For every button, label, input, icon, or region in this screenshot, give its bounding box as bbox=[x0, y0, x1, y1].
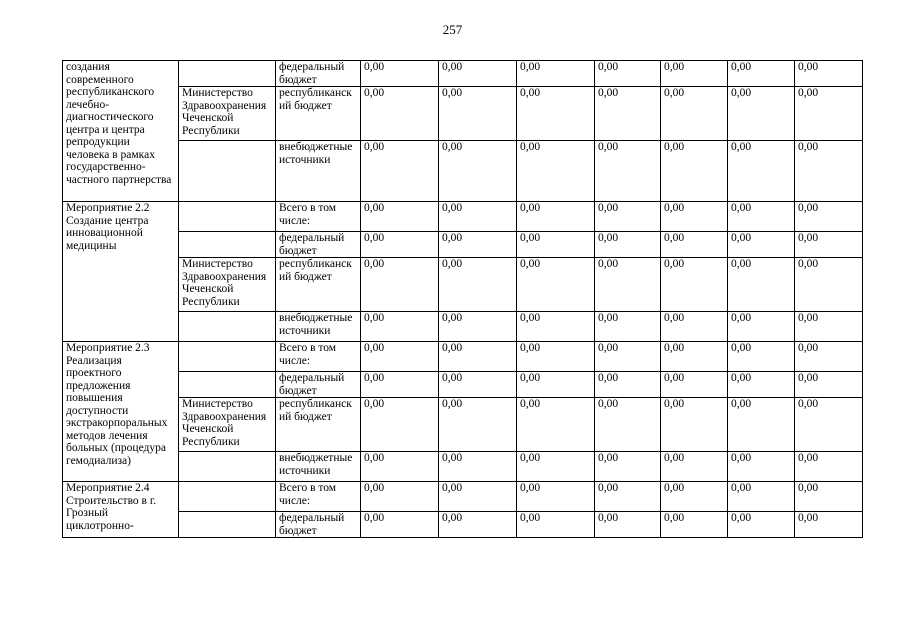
table-row bbox=[63, 202, 863, 232]
value-cell: 0,00 bbox=[728, 482, 795, 512]
value-cell: 0,00 bbox=[661, 342, 728, 372]
value-cell: 0,00 bbox=[795, 342, 863, 372]
value-cell: 0,00 bbox=[517, 372, 595, 398]
value-cell: 0,00 bbox=[795, 61, 863, 87]
value-cell: 0,00 bbox=[361, 512, 439, 538]
value-cell: 0,00 bbox=[517, 452, 595, 482]
value-cell: 0,00 bbox=[595, 452, 661, 482]
value-cell: 0,00 bbox=[439, 61, 517, 87]
organization-cell bbox=[179, 452, 276, 482]
value-cell: 0,00 bbox=[661, 398, 728, 452]
value-cell: 0,00 bbox=[361, 141, 439, 202]
value-cell: 0,00 bbox=[595, 482, 661, 512]
value-cell: 0,00 bbox=[728, 342, 795, 372]
value-cell: 0,00 bbox=[439, 398, 517, 452]
value-cell: 0,00 bbox=[795, 141, 863, 202]
value-cell: 0,00 bbox=[795, 312, 863, 342]
value-cell: 0,00 bbox=[661, 202, 728, 232]
value-cell: 0,00 bbox=[361, 342, 439, 372]
value-cell: 0,00 bbox=[595, 232, 661, 258]
value-cell: 0,00 bbox=[661, 141, 728, 202]
value-cell: 0,00 bbox=[439, 512, 517, 538]
value-cell: 0,00 bbox=[728, 312, 795, 342]
value-cell: 0,00 bbox=[517, 258, 595, 312]
value-cell: 0,00 bbox=[361, 232, 439, 258]
value-cell: 0,00 bbox=[728, 87, 795, 141]
organization-cell bbox=[179, 372, 276, 398]
organization-cell bbox=[179, 342, 276, 372]
value-cell: 0,00 bbox=[795, 372, 863, 398]
organization-cell bbox=[179, 61, 276, 87]
funding-source-cell: Всего в том числе: bbox=[276, 482, 361, 512]
value-cell: 0,00 bbox=[361, 258, 439, 312]
organization-cell bbox=[179, 232, 276, 258]
table-row bbox=[63, 482, 863, 512]
table-row bbox=[63, 61, 863, 87]
value-cell: 0,00 bbox=[795, 87, 863, 141]
value-cell: 0,00 bbox=[728, 258, 795, 312]
activity-title-cell: Мероприятие 2.2 Создание центра инновационной медицины bbox=[63, 202, 179, 342]
table-row bbox=[63, 312, 863, 342]
value-cell: 0,00 bbox=[517, 141, 595, 202]
value-cell: 0,00 bbox=[439, 342, 517, 372]
value-cell: 0,00 bbox=[795, 202, 863, 232]
value-cell: 0,00 bbox=[361, 398, 439, 452]
value-cell: 0,00 bbox=[728, 202, 795, 232]
value-cell: 0,00 bbox=[361, 372, 439, 398]
value-cell: 0,00 bbox=[661, 258, 728, 312]
value-cell: 0,00 bbox=[517, 512, 595, 538]
value-cell: 0,00 bbox=[361, 87, 439, 141]
funding-source-cell: федеральный бюджет bbox=[276, 232, 361, 258]
value-cell: 0,00 bbox=[661, 512, 728, 538]
value-cell: 0,00 bbox=[661, 87, 728, 141]
value-cell: 0,00 bbox=[361, 61, 439, 87]
value-cell: 0,00 bbox=[795, 232, 863, 258]
organization-cell bbox=[179, 482, 276, 512]
value-cell: 0,00 bbox=[517, 312, 595, 342]
value-cell: 0,00 bbox=[795, 452, 863, 482]
value-cell: 0,00 bbox=[361, 312, 439, 342]
funding-source-cell: республиканский бюджет bbox=[276, 398, 361, 452]
organization-cell: Министерство Здравоохранения Чеченской Республики bbox=[179, 398, 276, 452]
organization-cell: Министерство Здравоохранения Чеченской Республики bbox=[179, 87, 276, 141]
table-row bbox=[63, 398, 863, 452]
value-cell: 0,00 bbox=[517, 398, 595, 452]
value-cell: 0,00 bbox=[728, 141, 795, 202]
value-cell: 0,00 bbox=[661, 482, 728, 512]
value-cell: 0,00 bbox=[661, 61, 728, 87]
funding-source-cell: внебюджетные источники bbox=[276, 312, 361, 342]
value-cell: 0,00 bbox=[595, 398, 661, 452]
table-row bbox=[63, 452, 863, 482]
funding-source-cell: республиканский бюджет bbox=[276, 258, 361, 312]
value-cell: 0,00 bbox=[595, 312, 661, 342]
value-cell: 0,00 bbox=[517, 342, 595, 372]
activity-title-cell: создания современного республиканского лечебно-диагностического центра и центра репродукции человека в рамках государственно-частного партнерства bbox=[63, 61, 179, 202]
table-row bbox=[63, 258, 863, 312]
value-cell: 0,00 bbox=[595, 61, 661, 87]
table-row bbox=[63, 141, 863, 202]
organization-cell bbox=[179, 141, 276, 202]
value-cell: 0,00 bbox=[728, 61, 795, 87]
value-cell: 0,00 bbox=[595, 258, 661, 312]
value-cell: 0,00 bbox=[661, 312, 728, 342]
value-cell: 0,00 bbox=[595, 342, 661, 372]
organization-cell bbox=[179, 312, 276, 342]
value-cell: 0,00 bbox=[795, 512, 863, 538]
value-cell: 0,00 bbox=[439, 141, 517, 202]
value-cell: 0,00 bbox=[728, 232, 795, 258]
value-cell: 0,00 bbox=[517, 87, 595, 141]
page-number: 257 bbox=[442, 22, 463, 37]
table-row bbox=[63, 512, 863, 538]
value-cell: 0,00 bbox=[517, 61, 595, 87]
organization-cell bbox=[179, 202, 276, 232]
activity-title-cell: Мероприятие 2.3 Реализация проектного предложения повышения доступности экстракорпоральных методов лечения больных (процедура гемодиализа) bbox=[63, 342, 179, 482]
value-cell: 0,00 bbox=[595, 141, 661, 202]
value-cell: 0,00 bbox=[517, 202, 595, 232]
funding-source-cell: федеральный бюджет bbox=[276, 61, 361, 87]
table-row bbox=[63, 232, 863, 258]
funding-source-cell: федеральный бюджет bbox=[276, 512, 361, 538]
value-cell: 0,00 bbox=[439, 202, 517, 232]
value-cell: 0,00 bbox=[439, 232, 517, 258]
value-cell: 0,00 bbox=[361, 202, 439, 232]
value-cell: 0,00 bbox=[439, 372, 517, 398]
value-cell: 0,00 bbox=[517, 232, 595, 258]
value-cell: 0,00 bbox=[439, 452, 517, 482]
value-cell: 0,00 bbox=[795, 258, 863, 312]
value-cell: 0,00 bbox=[728, 398, 795, 452]
value-cell: 0,00 bbox=[595, 87, 661, 141]
value-cell: 0,00 bbox=[595, 512, 661, 538]
table-row bbox=[63, 342, 863, 372]
value-cell: 0,00 bbox=[661, 232, 728, 258]
organization-cell bbox=[179, 512, 276, 538]
funding-source-cell: федеральный бюджет bbox=[276, 372, 361, 398]
value-cell: 0,00 bbox=[728, 512, 795, 538]
activity-title-cell: Мероприятие 2.4 Строительство в г. Грозный циклотронно- bbox=[63, 482, 179, 538]
value-cell: 0,00 bbox=[517, 482, 595, 512]
value-cell: 0,00 bbox=[728, 452, 795, 482]
value-cell: 0,00 bbox=[595, 372, 661, 398]
value-cell: 0,00 bbox=[361, 452, 439, 482]
value-cell: 0,00 bbox=[661, 452, 728, 482]
organization-cell: Министерство Здравоохранения Чеченской Республики bbox=[179, 258, 276, 312]
value-cell: 0,00 bbox=[795, 398, 863, 452]
value-cell: 0,00 bbox=[661, 372, 728, 398]
value-cell: 0,00 bbox=[439, 312, 517, 342]
value-cell: 0,00 bbox=[795, 482, 863, 512]
table-row bbox=[63, 372, 863, 398]
table-row bbox=[63, 87, 863, 141]
value-cell: 0,00 bbox=[439, 482, 517, 512]
value-cell: 0,00 bbox=[439, 258, 517, 312]
value-cell: 0,00 bbox=[595, 202, 661, 232]
funding-source-cell: Всего в том числе: bbox=[276, 342, 361, 372]
funding-source-cell: внебюджетные источники bbox=[276, 452, 361, 482]
value-cell: 0,00 bbox=[361, 482, 439, 512]
value-cell: 0,00 bbox=[728, 372, 795, 398]
funding-source-cell: внебюджетные источники bbox=[276, 141, 361, 202]
funding-source-cell: республиканский бюджет bbox=[276, 87, 361, 141]
budget-table bbox=[62, 60, 863, 538]
value-cell: 0,00 bbox=[439, 87, 517, 141]
funding-source-cell: Всего в том числе: bbox=[276, 202, 361, 232]
